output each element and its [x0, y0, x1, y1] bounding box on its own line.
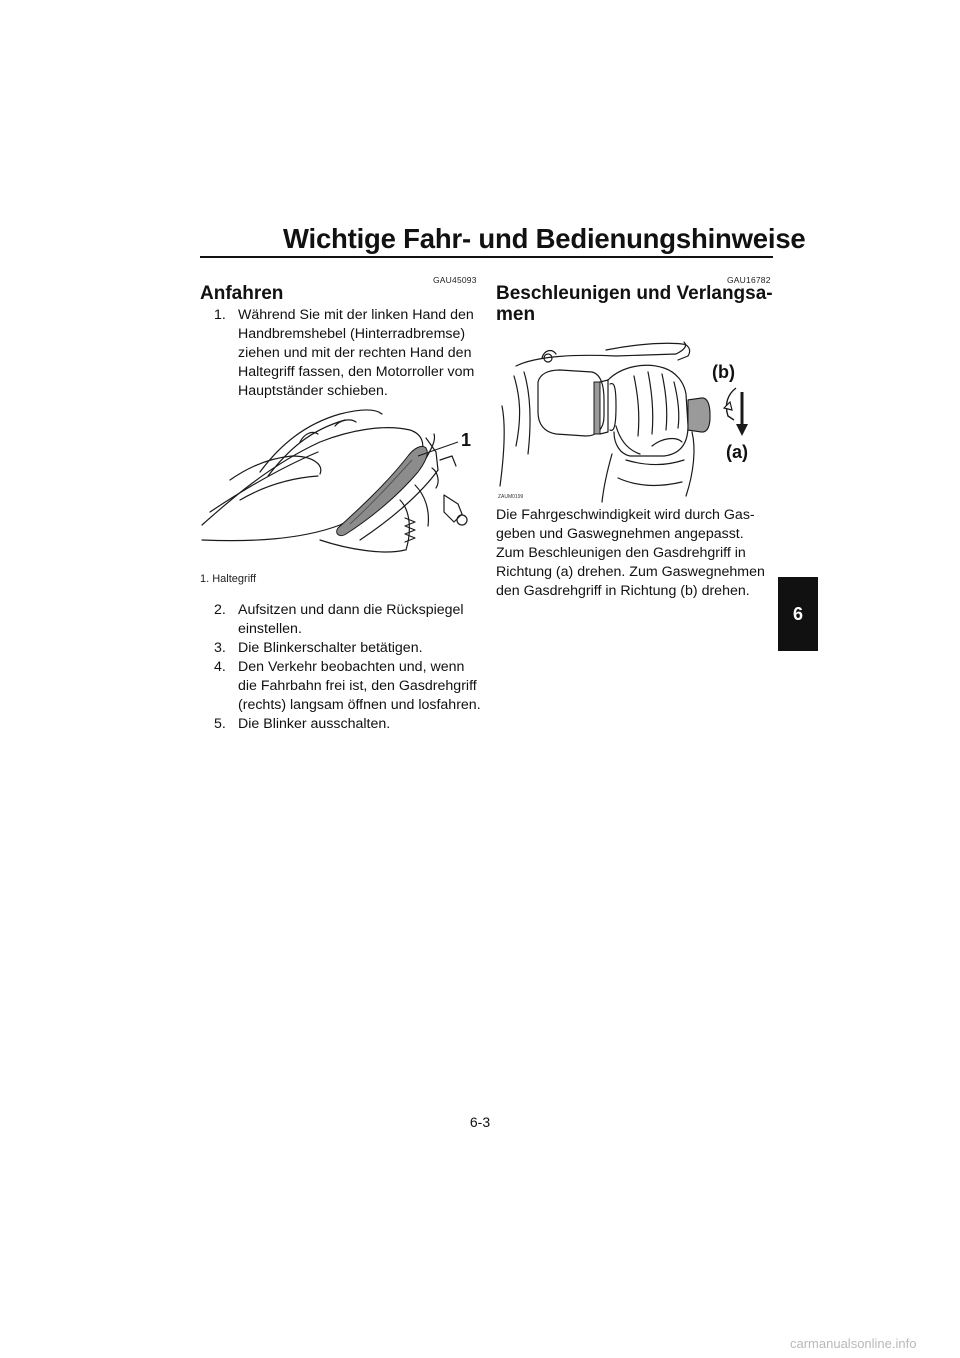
step-line: die Fahrbahn frei ist, den Gasdrehgriff [238, 678, 477, 694]
heading-line: Beschleunigen und Verlangsa- [496, 283, 773, 304]
paragraph-line: geben und Gaswegnehmen angepasst. [496, 526, 744, 542]
list-item [214, 639, 484, 658]
steps-list-bottom [214, 601, 484, 734]
step-line: einstellen. [238, 621, 302, 637]
step-line: Den Verkehr beobachten und, wenn [238, 659, 465, 675]
step-line: Während Sie mit der linken Hand den [238, 307, 474, 323]
paragraph-beschleunigen [496, 506, 781, 601]
throttle-grip-illustration [496, 336, 780, 504]
step-line: Die Blinker ausschalten. [238, 716, 391, 732]
title-rule [200, 256, 773, 258]
paragraph-line: Richtung (a) drehen. Zum Gaswegnehmen [496, 564, 765, 580]
paragraph-line: Zum Beschleunigen den Gasdrehgriff in [496, 545, 746, 561]
paragraph-line: Die Fahrgeschwindigkeit wird durch Gas- [496, 507, 755, 523]
chapter-tab: 6 [778, 577, 818, 651]
figure-caption: 1. Haltegriff [200, 573, 257, 585]
list-item [214, 306, 484, 401]
page-title: Wichtige Fahr- und Bedienungshinweise [283, 223, 806, 254]
list-item [214, 601, 484, 639]
list-item [214, 715, 484, 734]
step-line: Hauptständer schieben. [238, 383, 388, 399]
step-line: Handbremshebel (Hinterradbremse) [238, 326, 466, 342]
figure-label-b: (b) [712, 362, 735, 382]
step-line: Haltegriff fassen, den Motorroller vom [238, 364, 475, 380]
step-number: 3. [214, 640, 226, 656]
section-heading-anfahren: Anfahren [200, 283, 284, 304]
figure-code: ZAUM0199 [498, 494, 524, 500]
section-code-anfahren: GAU45093 [433, 275, 477, 285]
step-number: 5. [214, 716, 226, 732]
steps-list-top [214, 306, 484, 401]
section-heading-beschleunigen [496, 283, 786, 325]
watermark: carmanualsonline.info [790, 1336, 917, 1351]
step-number: 4. [214, 659, 226, 675]
step-line: Die Blinkerschalter betätigen. [238, 640, 423, 656]
paragraph-line: den Gasdrehgriff in Richtung (b) drehen. [496, 583, 750, 599]
step-number: 1. [214, 307, 226, 323]
figure-label-a: (a) [726, 442, 748, 462]
step-line: (rechts) langsam öffnen und losfahren. [238, 697, 481, 713]
figure-callout-1: 1 [461, 430, 472, 450]
page-number: 6-3 [469, 1114, 491, 1130]
step-number: 2. [214, 602, 226, 618]
scooter-seat-illustration [200, 400, 480, 570]
heading-line: men [496, 304, 536, 325]
step-line: ziehen und mit der rechten Hand den [238, 345, 472, 361]
step-line: Aufsitzen und dann die Rückspiegel [238, 602, 464, 618]
list-item [214, 658, 484, 715]
section-code-beschleunigen: GAU16782 [727, 275, 771, 285]
